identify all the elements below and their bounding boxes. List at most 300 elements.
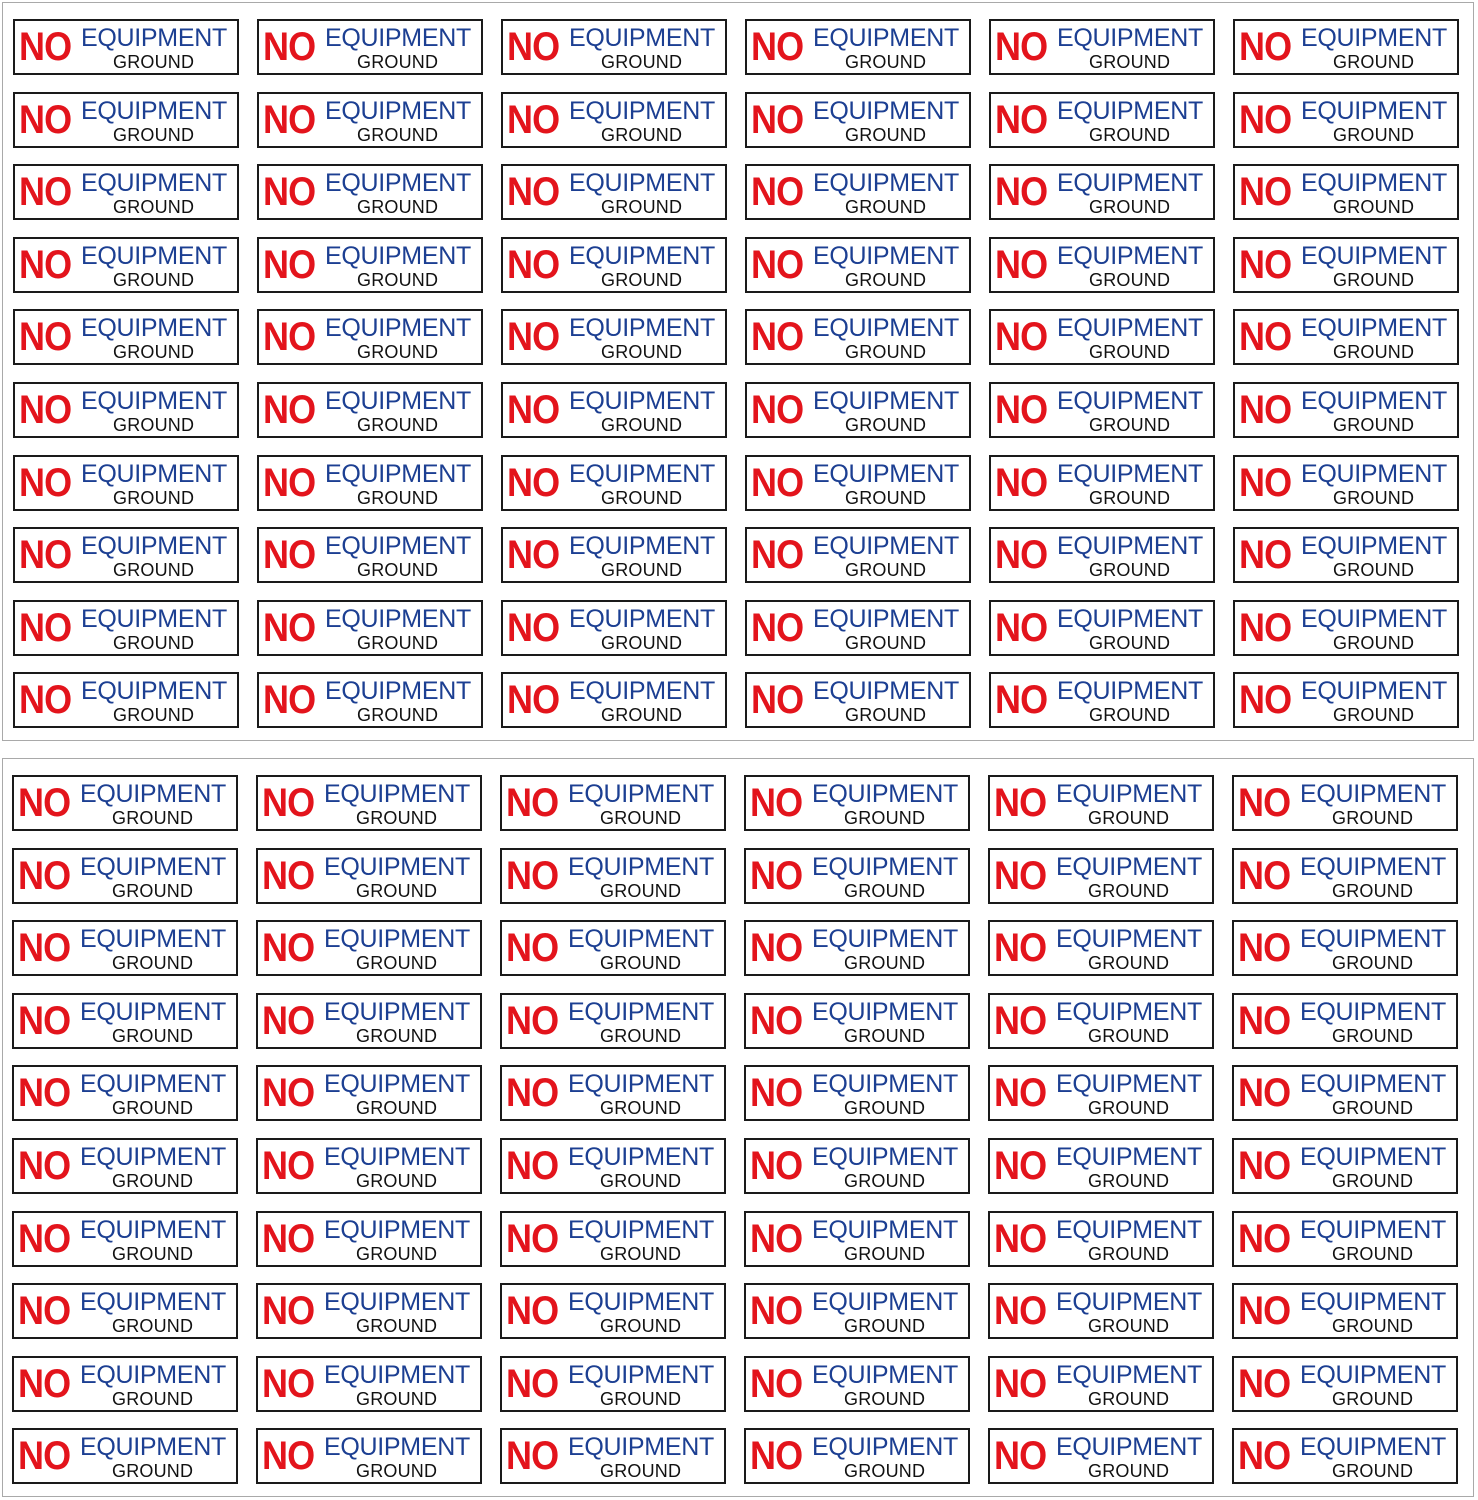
label-ground-text: GROUND	[113, 197, 195, 218]
label-equipment-text: EQUIPMENT	[1056, 780, 1202, 808]
label-no-text: NO	[263, 97, 316, 142]
no-equipment-ground-label	[1232, 775, 1458, 831]
label-ground-text: GROUND	[1089, 52, 1171, 72]
label-ground-text: GROUND	[356, 1098, 438, 1119]
label-ground-text: GROUND	[113, 269, 195, 290]
label-ground-text: GROUND	[356, 1170, 438, 1191]
label-no-text: NO	[262, 1216, 315, 1261]
no-equipment-ground-label	[13, 92, 239, 148]
label-no-text: NO	[750, 781, 803, 825]
no-equipment-ground-label	[1232, 920, 1458, 976]
label-no-text: NO	[1238, 1434, 1291, 1479]
no-equipment-ground-label	[256, 1428, 482, 1484]
sticker-sheet-bottom	[2, 758, 1474, 1497]
label-ground-text: GROUND	[357, 414, 439, 435]
label-equipment-text: EQUIPMENT	[568, 1433, 714, 1462]
label-no-text: NO	[18, 1143, 71, 1188]
label-no-text: NO	[506, 1143, 559, 1188]
no-equipment-ground-label	[256, 1065, 482, 1121]
label-equipment-text: EQUIPMENT	[325, 314, 471, 343]
no-equipment-ground-label	[989, 92, 1215, 148]
label-ground-text: GROUND	[1333, 52, 1415, 72]
label-no-text: NO	[19, 678, 72, 723]
no-equipment-ground-label	[744, 1428, 970, 1484]
label-ground-text: GROUND	[600, 953, 682, 974]
no-equipment-ground-label	[12, 1211, 238, 1267]
label-ground-text: GROUND	[845, 342, 927, 363]
label-equipment-text: EQUIPMENT	[813, 169, 959, 198]
label-no-text: NO	[1238, 1216, 1291, 1261]
label-ground-text: GROUND	[601, 197, 683, 218]
no-equipment-ground-label	[12, 920, 238, 976]
label-no-text: NO	[751, 97, 804, 142]
label-no-text: NO	[262, 853, 315, 898]
label-ground-text: GROUND	[1332, 808, 1414, 828]
no-equipment-ground-label	[501, 600, 727, 656]
no-equipment-ground-label	[501, 672, 727, 728]
label-equipment-text: EQUIPMENT	[1301, 169, 1447, 198]
label-ground-text: GROUND	[356, 1243, 438, 1264]
label-no-text: NO	[994, 998, 1047, 1043]
no-equipment-ground-label	[988, 1356, 1214, 1412]
label-no-text: NO	[994, 781, 1047, 825]
label-ground-text: GROUND	[1332, 1170, 1414, 1191]
label-equipment-text: EQUIPMENT	[813, 386, 959, 415]
no-equipment-ground-label	[257, 92, 483, 148]
label-equipment-text: EQUIPMENT	[568, 852, 714, 881]
no-equipment-ground-label	[745, 92, 971, 148]
label-equipment-text: EQUIPMENT	[1300, 997, 1446, 1026]
label-no-text: NO	[19, 387, 72, 432]
label-no-text: NO	[995, 605, 1048, 650]
label-no-text: NO	[1238, 1361, 1291, 1406]
label-equipment-text: EQUIPMENT	[569, 241, 715, 270]
label-no-text: NO	[994, 1434, 1047, 1479]
label-no-text: NO	[506, 926, 559, 971]
label-no-text: NO	[262, 1434, 315, 1479]
label-no-text: NO	[750, 1071, 803, 1116]
label-ground-text: GROUND	[601, 52, 683, 72]
label-no-text: NO	[507, 25, 560, 69]
no-equipment-ground-label	[989, 382, 1215, 438]
label-equipment-text: EQUIPMENT	[1301, 459, 1447, 488]
label-ground-text: GROUND	[112, 1388, 194, 1409]
no-equipment-ground-label	[989, 164, 1215, 220]
label-ground-text: GROUND	[845, 52, 927, 72]
label-equipment-text: EQUIPMENT	[812, 1070, 958, 1099]
label-equipment-text: EQUIPMENT	[1057, 96, 1203, 125]
no-equipment-ground-label	[1232, 993, 1458, 1049]
label-no-text: NO	[263, 605, 316, 650]
label-no-text: NO	[995, 387, 1048, 432]
label-equipment-text: EQUIPMENT	[812, 997, 958, 1026]
label-no-text: NO	[751, 25, 804, 69]
label-ground-text: GROUND	[357, 52, 439, 72]
label-ground-text: GROUND	[356, 953, 438, 974]
label-equipment-text: EQUIPMENT	[81, 24, 227, 52]
label-equipment-text: EQUIPMENT	[324, 1433, 470, 1462]
label-equipment-text: EQUIPMENT	[1056, 1433, 1202, 1462]
no-equipment-ground-label	[1232, 1283, 1458, 1339]
label-ground-text: GROUND	[1333, 269, 1415, 290]
label-no-text: NO	[19, 315, 72, 360]
label-equipment-text: EQUIPMENT	[568, 1360, 714, 1389]
no-equipment-ground-label	[500, 1138, 726, 1194]
no-equipment-ground-label	[256, 1356, 482, 1412]
label-equipment-text: EQUIPMENT	[1300, 780, 1446, 808]
label-no-text: NO	[18, 926, 71, 971]
label-no-text: NO	[262, 998, 315, 1043]
label-ground-text: GROUND	[600, 808, 682, 828]
label-ground-text: GROUND	[601, 269, 683, 290]
no-equipment-ground-label	[988, 1283, 1214, 1339]
no-equipment-ground-label	[745, 672, 971, 728]
label-no-text: NO	[1239, 315, 1292, 360]
label-ground-text: GROUND	[112, 1243, 194, 1264]
label-ground-text: GROUND	[601, 632, 683, 653]
label-no-text: NO	[506, 853, 559, 898]
label-equipment-text: EQUIPMENT	[1057, 604, 1203, 633]
label-equipment-text: EQUIPMENT	[812, 1215, 958, 1244]
label-no-text: NO	[750, 853, 803, 898]
label-equipment-text: EQUIPMENT	[80, 1360, 226, 1389]
no-equipment-ground-label	[989, 19, 1215, 75]
label-ground-text: GROUND	[1088, 953, 1170, 974]
no-equipment-ground-label	[1233, 455, 1459, 511]
label-ground-text: GROUND	[113, 414, 195, 435]
label-equipment-text: EQUIPMENT	[1057, 241, 1203, 270]
label-equipment-text: EQUIPMENT	[324, 1215, 470, 1244]
label-ground-text: GROUND	[112, 953, 194, 974]
no-equipment-ground-label	[13, 600, 239, 656]
label-no-text: NO	[263, 387, 316, 432]
label-equipment-text: EQUIPMENT	[325, 459, 471, 488]
label-equipment-text: EQUIPMENT	[1300, 1288, 1446, 1317]
no-equipment-ground-label	[744, 993, 970, 1049]
label-ground-text: GROUND	[600, 1025, 682, 1046]
label-ground-text: GROUND	[113, 705, 195, 726]
label-ground-text: GROUND	[1088, 1098, 1170, 1119]
label-no-text: NO	[262, 1071, 315, 1116]
label-equipment-text: EQUIPMENT	[568, 997, 714, 1026]
no-equipment-ground-label	[500, 848, 726, 904]
label-equipment-text: EQUIPMENT	[1300, 1433, 1446, 1462]
label-no-text: NO	[994, 1143, 1047, 1188]
label-no-text: NO	[1239, 533, 1292, 578]
label-equipment-text: EQUIPMENT	[325, 532, 471, 561]
label-no-text: NO	[19, 97, 72, 142]
label-equipment-text: EQUIPMENT	[324, 997, 470, 1026]
label-ground-text: GROUND	[844, 1461, 926, 1482]
label-ground-text: GROUND	[113, 342, 195, 363]
label-equipment-text: EQUIPMENT	[1057, 532, 1203, 561]
no-equipment-ground-label	[1233, 382, 1459, 438]
label-no-text: NO	[506, 1071, 559, 1116]
label-no-text: NO	[262, 1143, 315, 1188]
label-no-text: NO	[507, 242, 560, 287]
no-equipment-ground-label	[13, 382, 239, 438]
label-equipment-text: EQUIPMENT	[568, 1070, 714, 1099]
label-ground-text: GROUND	[1332, 1388, 1414, 1409]
no-equipment-ground-label	[988, 1138, 1214, 1194]
label-ground-text: GROUND	[844, 1098, 926, 1119]
label-equipment-text: EQUIPMENT	[1301, 241, 1447, 270]
label-ground-text: GROUND	[1088, 1316, 1170, 1337]
label-ground-text: GROUND	[600, 1098, 682, 1119]
label-ground-text: GROUND	[113, 52, 195, 72]
label-equipment-text: EQUIPMENT	[812, 1433, 958, 1462]
label-ground-text: GROUND	[113, 124, 195, 145]
label-no-text: NO	[1238, 781, 1291, 825]
no-equipment-ground-label	[745, 164, 971, 220]
label-equipment-text: EQUIPMENT	[569, 532, 715, 561]
label-equipment-text: EQUIPMENT	[80, 1142, 226, 1171]
label-no-text: NO	[1238, 926, 1291, 971]
label-no-text: NO	[18, 1434, 71, 1479]
label-no-text: NO	[750, 926, 803, 971]
label-no-text: NO	[507, 678, 560, 723]
label-equipment-text: EQUIPMENT	[1300, 1142, 1446, 1171]
label-equipment-text: EQUIPMENT	[1056, 1215, 1202, 1244]
no-equipment-ground-label	[988, 920, 1214, 976]
label-ground-text: GROUND	[1332, 1461, 1414, 1482]
label-equipment-text: EQUIPMENT	[1300, 852, 1446, 881]
label-ground-text: GROUND	[844, 808, 926, 828]
label-ground-text: GROUND	[1332, 1025, 1414, 1046]
no-equipment-ground-label	[13, 19, 239, 75]
no-equipment-ground-label	[501, 237, 727, 293]
no-equipment-ground-label	[501, 92, 727, 148]
no-equipment-ground-label	[988, 1428, 1214, 1484]
label-no-text: NO	[19, 460, 72, 505]
no-equipment-ground-label	[13, 164, 239, 220]
label-equipment-text: EQUIPMENT	[1301, 604, 1447, 633]
label-ground-text: GROUND	[357, 197, 439, 218]
no-equipment-ground-label	[501, 19, 727, 75]
sticker-sheet-top	[2, 2, 1474, 741]
label-equipment-text: EQUIPMENT	[81, 96, 227, 125]
label-ground-text: GROUND	[1089, 705, 1171, 726]
label-equipment-text: EQUIPMENT	[1301, 96, 1447, 125]
label-no-text: NO	[994, 853, 1047, 898]
label-equipment-text: EQUIPMENT	[81, 386, 227, 415]
label-no-text: NO	[995, 25, 1048, 69]
label-no-text: NO	[507, 387, 560, 432]
label-no-text: NO	[262, 1361, 315, 1406]
label-ground-text: GROUND	[845, 197, 927, 218]
label-ground-text: GROUND	[112, 1316, 194, 1337]
label-no-text: NO	[994, 1361, 1047, 1406]
no-equipment-ground-label	[1233, 164, 1459, 220]
label-no-text: NO	[751, 387, 804, 432]
label-ground-text: GROUND	[1088, 808, 1170, 828]
label-no-text: NO	[19, 605, 72, 650]
label-no-text: NO	[1239, 242, 1292, 287]
label-no-text: NO	[263, 315, 316, 360]
label-no-text: NO	[506, 998, 559, 1043]
label-equipment-text: EQUIPMENT	[80, 1433, 226, 1462]
no-equipment-ground-label	[744, 1356, 970, 1412]
label-equipment-text: EQUIPMENT	[1056, 1070, 1202, 1099]
no-equipment-ground-label	[13, 672, 239, 728]
no-equipment-ground-label	[745, 382, 971, 438]
label-no-text: NO	[263, 533, 316, 578]
label-ground-text: GROUND	[112, 880, 194, 901]
label-ground-text: GROUND	[845, 414, 927, 435]
no-equipment-ground-label	[256, 775, 482, 831]
label-ground-text: GROUND	[357, 632, 439, 653]
label-ground-text: GROUND	[1333, 560, 1415, 581]
label-no-text: NO	[18, 1216, 71, 1261]
label-ground-text: GROUND	[1333, 414, 1415, 435]
label-equipment-text: EQUIPMENT	[1056, 1142, 1202, 1171]
label-ground-text: GROUND	[844, 1316, 926, 1337]
label-equipment-text: EQUIPMENT	[813, 24, 959, 52]
label-ground-text: GROUND	[601, 342, 683, 363]
label-equipment-text: EQUIPMENT	[1056, 997, 1202, 1026]
no-equipment-ground-label	[744, 848, 970, 904]
label-ground-text: GROUND	[356, 1461, 438, 1482]
label-no-text: NO	[1238, 853, 1291, 898]
no-equipment-ground-label	[988, 1211, 1214, 1267]
label-no-text: NO	[19, 170, 72, 215]
no-equipment-ground-label	[1232, 1065, 1458, 1121]
no-equipment-ground-label	[989, 600, 1215, 656]
no-equipment-ground-label	[744, 1138, 970, 1194]
no-equipment-ground-label	[257, 382, 483, 438]
no-equipment-ground-label	[745, 237, 971, 293]
label-no-text: NO	[1239, 25, 1292, 69]
no-equipment-ground-label	[257, 19, 483, 75]
label-no-text: NO	[506, 1289, 559, 1334]
no-equipment-ground-label	[500, 920, 726, 976]
no-equipment-ground-label	[744, 1283, 970, 1339]
label-equipment-text: EQUIPMENT	[325, 386, 471, 415]
label-no-text: NO	[751, 605, 804, 650]
label-no-text: NO	[1239, 170, 1292, 215]
label-ground-text: GROUND	[1089, 197, 1171, 218]
no-equipment-ground-label	[745, 527, 971, 583]
label-ground-text: GROUND	[1089, 560, 1171, 581]
no-equipment-ground-label	[257, 527, 483, 583]
label-ground-text: GROUND	[601, 705, 683, 726]
label-ground-text: GROUND	[844, 1025, 926, 1046]
label-ground-text: GROUND	[601, 560, 683, 581]
label-equipment-text: EQUIPMENT	[325, 677, 471, 706]
label-equipment-text: EQUIPMENT	[568, 1288, 714, 1317]
label-no-text: NO	[263, 242, 316, 287]
no-equipment-ground-label	[500, 1356, 726, 1412]
label-no-text: NO	[995, 97, 1048, 142]
label-equipment-text: EQUIPMENT	[813, 96, 959, 125]
no-equipment-ground-label	[744, 1211, 970, 1267]
label-equipment-text: EQUIPMENT	[324, 1288, 470, 1317]
label-no-text: NO	[751, 170, 804, 215]
label-equipment-text: EQUIPMENT	[569, 459, 715, 488]
label-equipment-text: EQUIPMENT	[1300, 1360, 1446, 1389]
label-ground-text: GROUND	[113, 487, 195, 508]
label-equipment-text: EQUIPMENT	[812, 780, 958, 808]
label-equipment-text: EQUIPMENT	[324, 780, 470, 808]
no-equipment-ground-label	[12, 993, 238, 1049]
label-ground-text: GROUND	[601, 487, 683, 508]
label-ground-text: GROUND	[600, 1388, 682, 1409]
label-equipment-text: EQUIPMENT	[1057, 314, 1203, 343]
no-equipment-ground-label	[1233, 309, 1459, 365]
no-equipment-ground-label	[745, 600, 971, 656]
no-equipment-ground-label	[744, 775, 970, 831]
label-ground-text: GROUND	[112, 1025, 194, 1046]
no-equipment-ground-label	[501, 309, 727, 365]
label-no-text: NO	[18, 1361, 71, 1406]
label-no-text: NO	[995, 242, 1048, 287]
label-equipment-text: EQUIPMENT	[80, 997, 226, 1026]
no-equipment-ground-label	[500, 1065, 726, 1121]
no-equipment-ground-label	[13, 455, 239, 511]
no-equipment-ground-label	[744, 1065, 970, 1121]
label-ground-text: GROUND	[844, 880, 926, 901]
label-ground-text: GROUND	[112, 1098, 194, 1119]
label-ground-text: GROUND	[1333, 632, 1415, 653]
label-ground-text: GROUND	[356, 1025, 438, 1046]
label-equipment-text: EQUIPMENT	[324, 1142, 470, 1171]
label-equipment-text: EQUIPMENT	[324, 925, 470, 954]
no-equipment-ground-label	[989, 672, 1215, 728]
no-equipment-ground-label	[257, 237, 483, 293]
label-no-text: NO	[994, 1216, 1047, 1261]
label-ground-text: GROUND	[845, 632, 927, 653]
label-no-text: NO	[1238, 998, 1291, 1043]
label-equipment-text: EQUIPMENT	[569, 314, 715, 343]
label-no-text: NO	[995, 460, 1048, 505]
no-equipment-ground-label	[500, 775, 726, 831]
label-equipment-text: EQUIPMENT	[569, 24, 715, 52]
label-no-text: NO	[19, 533, 72, 578]
label-ground-text: GROUND	[113, 560, 195, 581]
label-ground-text: GROUND	[1332, 1243, 1414, 1264]
label-no-text: NO	[263, 678, 316, 723]
label-no-text: NO	[751, 678, 804, 723]
label-equipment-text: EQUIPMENT	[568, 925, 714, 954]
label-ground-text: GROUND	[356, 880, 438, 901]
no-equipment-ground-label	[989, 237, 1215, 293]
label-ground-text: GROUND	[357, 487, 439, 508]
label-ground-text: GROUND	[844, 1170, 926, 1191]
label-no-text: NO	[750, 1361, 803, 1406]
no-equipment-ground-label	[1233, 92, 1459, 148]
label-equipment-text: EQUIPMENT	[1057, 386, 1203, 415]
no-equipment-ground-label	[1233, 19, 1459, 75]
label-equipment-text: EQUIPMENT	[81, 169, 227, 198]
label-ground-text: GROUND	[1088, 1388, 1170, 1409]
no-equipment-ground-label	[12, 848, 238, 904]
label-ground-text: GROUND	[600, 1461, 682, 1482]
label-ground-text: GROUND	[845, 269, 927, 290]
label-no-text: NO	[995, 315, 1048, 360]
label-no-text: NO	[1238, 1071, 1291, 1116]
label-no-text: NO	[1238, 1289, 1291, 1334]
label-equipment-text: EQUIPMENT	[813, 241, 959, 270]
label-no-text: NO	[19, 242, 72, 287]
no-equipment-ground-label	[256, 1211, 482, 1267]
label-no-text: NO	[994, 1289, 1047, 1334]
label-ground-text: GROUND	[1333, 705, 1415, 726]
label-equipment-text: EQUIPMENT	[80, 780, 226, 808]
label-no-text: NO	[750, 1216, 803, 1261]
no-equipment-ground-label	[1233, 600, 1459, 656]
no-equipment-ground-label	[256, 993, 482, 1049]
label-no-text: NO	[507, 170, 560, 215]
